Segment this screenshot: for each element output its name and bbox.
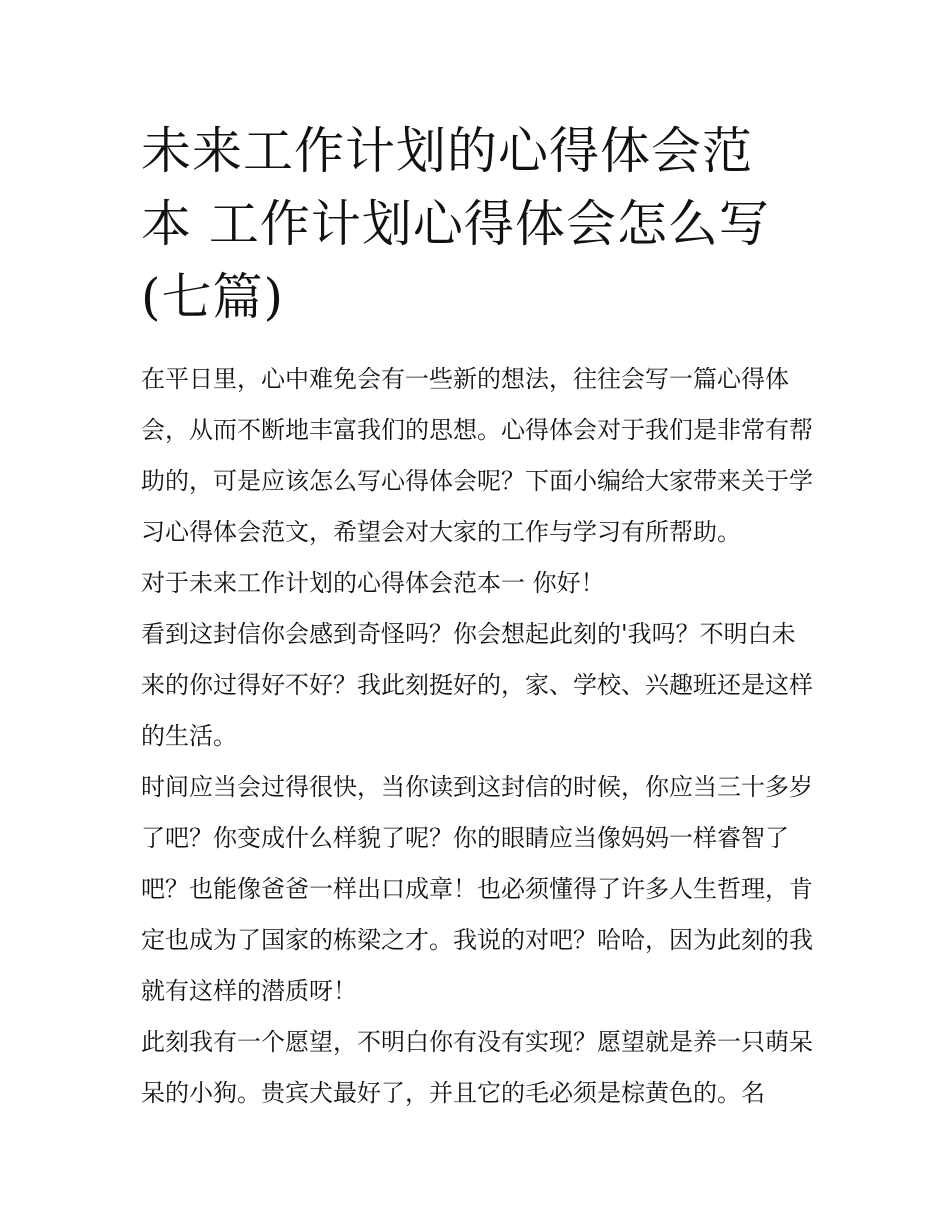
paragraph-section-heading: 对于未来工作计划的心得体会范本一 你好！ bbox=[141, 569, 605, 597]
paragraph-intro: 在平日里，心中难免会有一些新的想法，往往会写一篇心得体会，从而不断地丰富我们的思想。心得体会对于我们是非常有帮助的，可是应该怎么写心得体会呢？下面小编给大家带来关于学习心得体会范文，希望会对大家的工作与学习有所帮助。 bbox=[141, 365, 813, 546]
document-title: 未来工作计划的心得体会范本 工作计划心得体会怎么写(七篇) bbox=[141, 122, 770, 326]
paragraph: 时间应当会过得很快，当你读到这封信的时候，你应当三十多岁了吧？你变成什么样貌了呢？你的眼睛应当像妈妈一样睿智了吧？也能像爸爸一样出口成章！也必须懂得了许多人生哲理，肯定也成为了国家的栋梁之才。我说的对吧？哈哈，因为此刻的我就有这样的潜质呀！ bbox=[141, 773, 813, 1005]
document-body bbox=[141, 354, 813, 1119]
paragraph: 此刻我有一个愿望，不明白你有没有实现？愿望就是养一只萌呆呆的小狗。贵宾犬最好了，并且它的毛必须是棕黄色的。名 bbox=[141, 1028, 813, 1107]
paragraph: 看到这封信你会感到奇怪吗？你会想起此刻的'我吗？不明白未来的你过得好不好？我此刻挺好的，家、学校、兴趣班还是这样的生活。 bbox=[141, 620, 813, 750]
document-page bbox=[141, 0, 813, 1119]
